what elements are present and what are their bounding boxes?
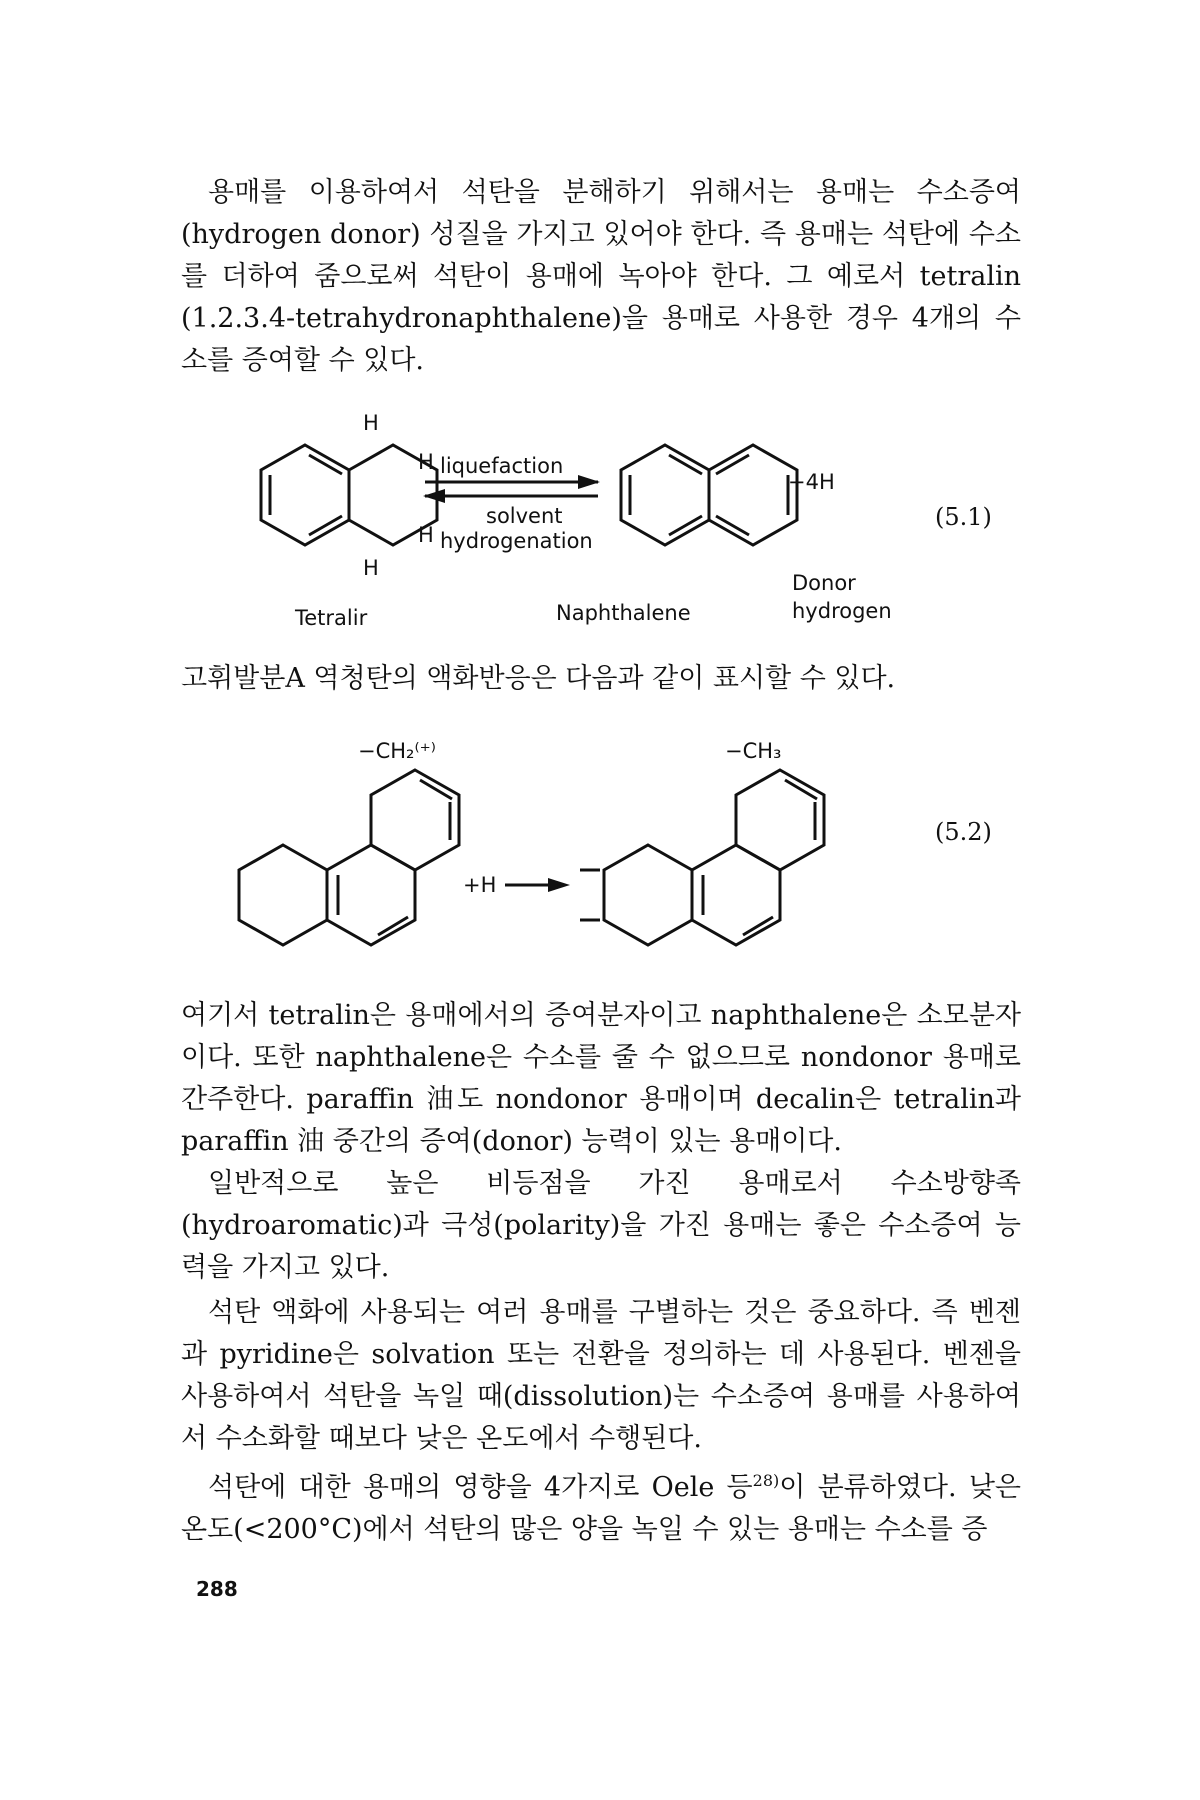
plus-4h-label: +4H [788, 470, 835, 494]
paragraph-boiling-point: 일반적으로 높은 비등점을 가진 용매로서 수소방향족(hydroaromatic)과 극성(polarity)을 가진 용매는 좋은 수소증여 능력을 가지고 있다. [181, 1168, 1021, 1283]
product-middle-ring [692, 845, 780, 945]
tetralin-label: Tetralir [295, 606, 368, 630]
ch2-plus-label: −CH₂⁽⁺⁾ [358, 739, 436, 763]
paragraph-reaction-intro: 고휘발분A 역청탄의 액화반응은 다음과 같이 표시할 수 있다. [181, 663, 896, 694]
hydrogenation-label: hydrogenation [440, 529, 593, 553]
paragraph-intro: 용매를 이용하여서 석탄을 분해하기 위해서는 용매는 수소증여(hydrogen donor) 성질을 가지고 있어야 한다. 즉 용매는 석탄에 수소를 더하여 줌으로써 석탄이 용매에 녹아야 한다. 그 예로서 tetralin (1.2.3.4-tetrahydronaphthalene)을 용매로 사용한 경우 4개의 수소를 증여할 수 있다. [181, 177, 1021, 376]
h-right-top-label: H [418, 450, 434, 474]
hydrogen-label: hydrogen [792, 599, 892, 623]
product-top-ring [736, 770, 824, 870]
reference-superscript: 28) [752, 1471, 780, 1490]
paragraph-oele [181, 1460, 1021, 1551]
reaction-diagram-5-1 [0, 385, 1200, 635]
naphthalene-ring-right [709, 445, 797, 545]
oele-text-before: 석탄에 대한 용매의 영향을 4가지로 Oele 등 [208, 1472, 753, 1503]
equation-number-5-1: (5.1) [935, 503, 992, 531]
reactant-middle-ring [327, 845, 415, 945]
product-saturated-ring [604, 845, 692, 945]
h-top-label: H [363, 411, 379, 435]
h-bottom-label: H [363, 556, 379, 580]
reactant-top-ring [371, 770, 459, 870]
ch3-label: −CH₃ [725, 739, 782, 763]
paragraph-tetralin: 여기서 tetralin은 용매에서의 증여분자이고 naphthalene은 소모분자이다. 또한 naphthalene은 수소를 줄 수 없으므로 nondonor 용매로 간주한다. paraffin 油도 nondonor 용매이며 decalin은 tetralin과 paraffin 油 중간의 증여(donor) 능력이 있는 용매이다. [181, 1000, 1021, 1157]
naphthalene-ring-left [621, 445, 709, 545]
liquefaction-label: liquefaction [440, 454, 564, 478]
reactant-saturated-ring [239, 845, 327, 945]
h-right-bottom-label: H [418, 523, 434, 547]
donor-label: Donor [792, 571, 856, 595]
equation-number-5-2: (5.2) [935, 818, 992, 846]
solvent-label: solvent [486, 504, 563, 528]
naphthalene-label: Naphthalene [556, 601, 691, 625]
plus-h-label: +H [463, 873, 497, 897]
tetralin-aromatic-ring [261, 445, 349, 545]
page-number: 288 [196, 1577, 238, 1601]
oele-text-after: 이 분류하였다. 낮은 온도(<200°C)에서 석탄의 많은 양을 녹일 수 있는 용매는 수소를 증 [181, 1472, 1021, 1545]
paragraph-solvents: 석탄 액화에 사용되는 여러 용매를 구별하는 것은 중요하다. 즉 벤젠과 pyridine은 solvation 또는 전환을 정의하는 데 사용된다. 벤젠을 사용하여서 석탄을 녹일 때(dissolution)는 수소증여 용매를 사용하여서 수소화할 때보다 낮은 온도에서 수행된다. [181, 1297, 1021, 1454]
reaction-diagram-5-2 [0, 730, 1200, 990]
